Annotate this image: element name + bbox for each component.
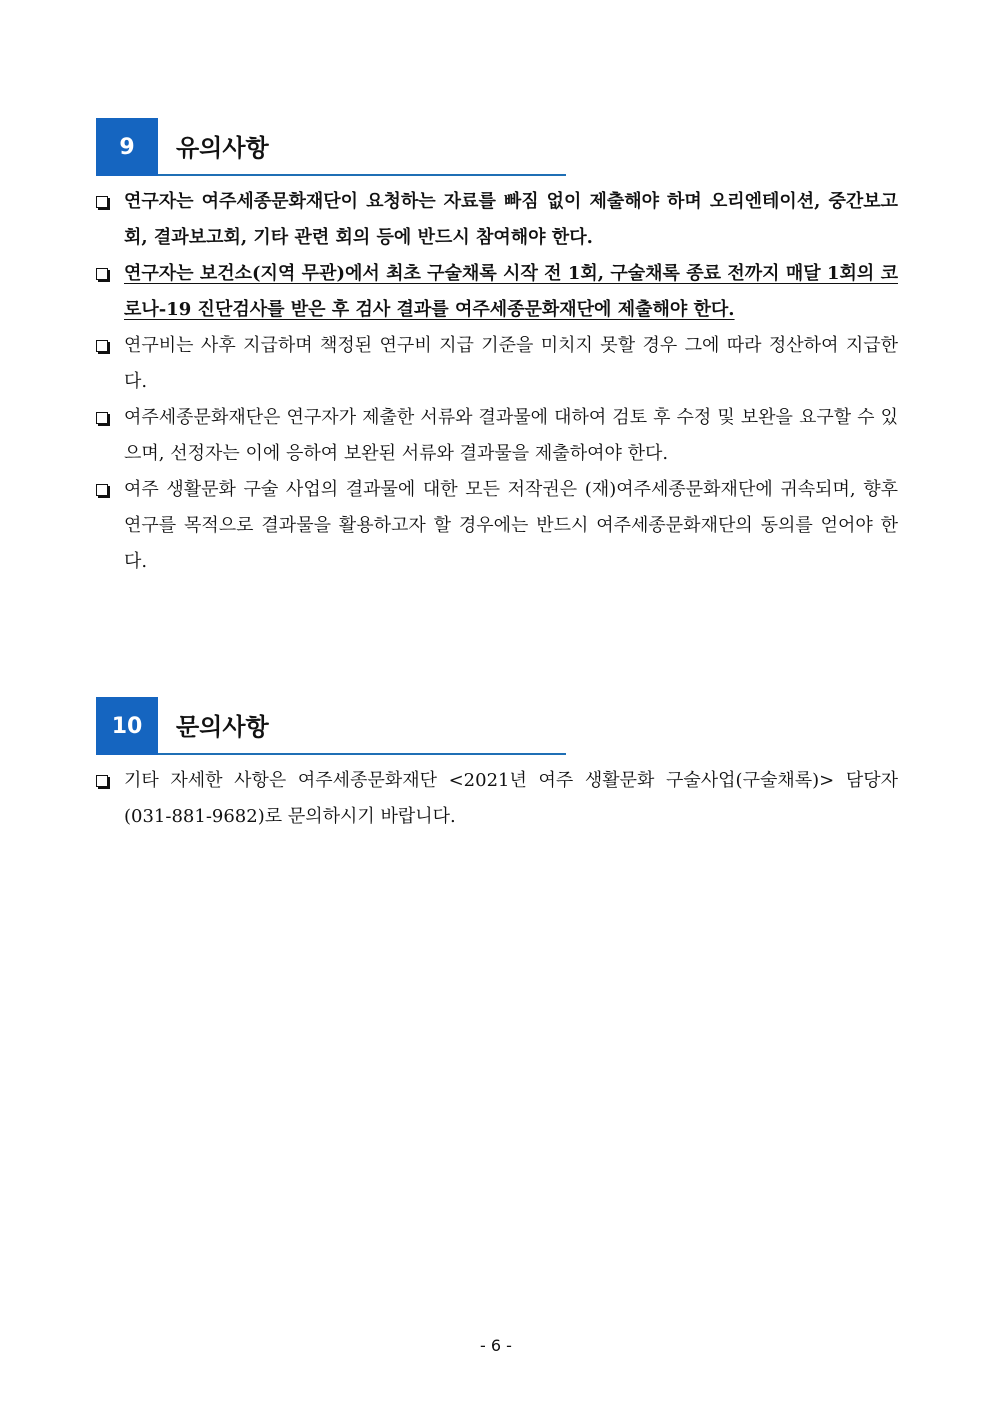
checkbox-bullet-icon xyxy=(96,268,108,280)
section-title: 유의사항 xyxy=(176,134,269,162)
list-item: 기타 자세한 사항은 여주세종문화재단 <2021년 여주 생활문화 구술사업(구술채록)> 담당자(031-881-9682)로 문의하시기 바랍니다. xyxy=(96,763,898,835)
list-item: 여주세종문화재단은 연구자가 제출한 서류와 결과물에 대하여 검토 후 수정 및 보완을 요구할 수 있으며, 선정자는 이에 응하여 보완된 서류와 결과물을 제출하여야 한다. xyxy=(96,400,898,472)
section-underline xyxy=(158,753,566,755)
list-item: 연구자는 여주세종문화재단이 요청하는 자료를 빠짐 없이 제출해야 하며 오리엔테이션, 중간보고회, 결과보고회, 기타 관련 회의 등에 반드시 참여해야 한다. xyxy=(96,184,898,256)
section-underline xyxy=(158,174,566,176)
section-9-header xyxy=(96,118,566,176)
page-number: - 6 - xyxy=(480,1336,512,1355)
checkbox-bullet-icon xyxy=(96,412,108,424)
section-9-list xyxy=(96,184,898,580)
list-item: 연구비는 사후 지급하며 책정된 연구비 지급 기준을 미치지 못할 경우 그에 따라 정산하여 지급한다. xyxy=(96,328,898,400)
checkbox-bullet-icon xyxy=(96,340,108,352)
section-number: 9 xyxy=(96,118,158,176)
list-item: 여주 생활문화 구술 사업의 결과물에 대한 모든 저작권은 (재)여주세종문화재단에 귀속되며, 향후 연구를 목적으로 결과물을 활용하고자 할 경우에는 반드시 여주세종문화재단의 동의를 얻어야 한다. xyxy=(96,472,898,580)
section-10-header xyxy=(96,697,566,755)
checkbox-bullet-icon xyxy=(96,196,108,208)
checkbox-bullet-icon xyxy=(96,484,108,496)
checkbox-bullet-icon xyxy=(96,775,108,787)
section-title: 문의사항 xyxy=(176,713,269,741)
section-number: 10 xyxy=(96,697,158,755)
section-10-list xyxy=(96,763,898,835)
list-item: 연구자는 보건소(지역 무관)에서 최초 구술채록 시작 전 1회, 구술채록 종료 전까지 매달 1회의 코로나-19 진단검사를 받은 후 검사 결과를 여주세종문화재단에 제출해야 한다. xyxy=(96,256,898,328)
